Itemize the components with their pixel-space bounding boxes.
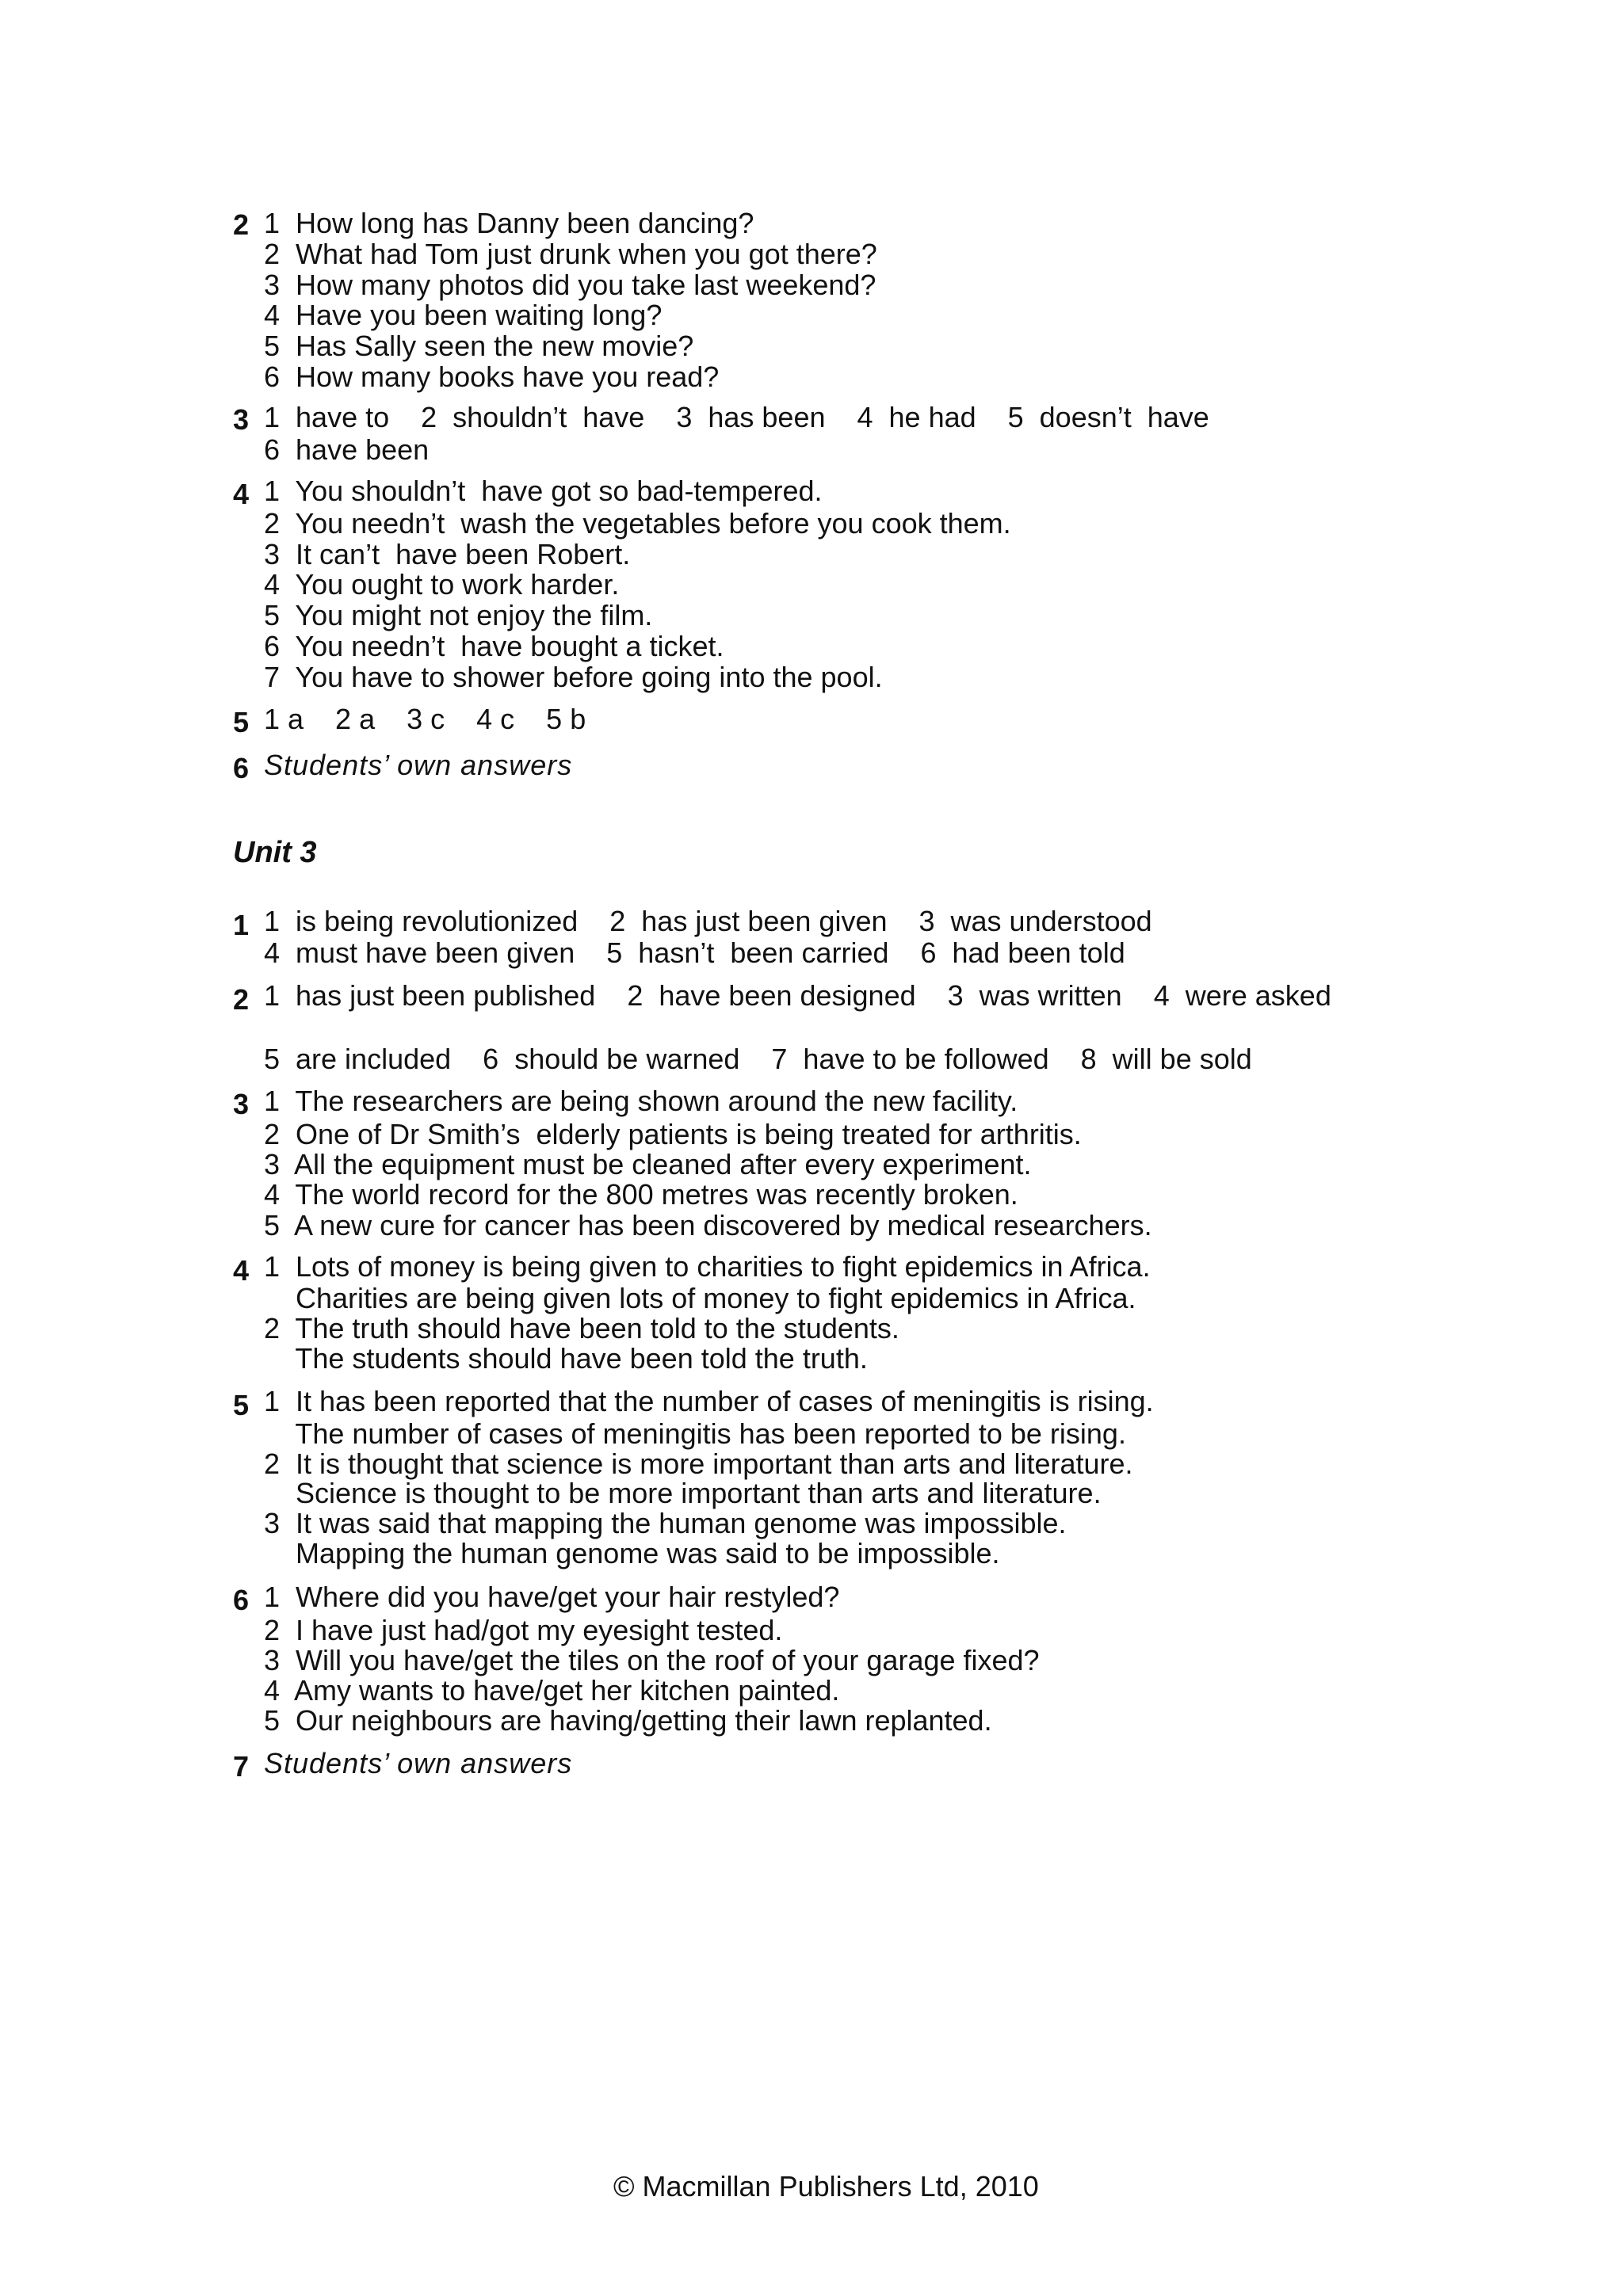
answer-line: 2 What had Tom just drunk when you got there? xyxy=(264,238,877,270)
answer-line: 3 Will you have/get the tiles on the roof of your garage fixed? xyxy=(264,1644,1040,1676)
answer-line: 5 You might not enjoy the film. xyxy=(264,599,653,631)
answer-line: 1 How long has Danny been dancing? xyxy=(264,207,754,239)
answer-line: 5 Has Sally seen the new movie? xyxy=(264,330,694,362)
exercise-number: 3 xyxy=(233,403,250,436)
exercise-number: 4 xyxy=(233,1254,250,1287)
answer-line: 3 All the equipment must be cleaned after every experiment. xyxy=(264,1148,1032,1180)
answer-line: 5 are included 6 should be warned 7 have to be followed 8 will be sold xyxy=(264,1043,1252,1075)
exercise-number: 4 xyxy=(233,478,250,510)
answer-line: 6 You needn’t have bought a ticket. xyxy=(264,630,724,662)
answer-line: 1 The researchers are being shown around the new facility. xyxy=(264,1085,1018,1117)
answer-line: 4 Amy wants to have/get her kitchen painted. xyxy=(264,1674,840,1707)
answer-line: 2 You needn’t wash the vegetables before you cook them. xyxy=(264,507,1011,540)
answer-line: The students should have been told the truth. xyxy=(264,1342,868,1375)
answer-line: Mapping the human genome was said to be impossible. xyxy=(264,1537,1000,1569)
answer-line: 1 a 2 a 3 c 4 c 5 b xyxy=(264,703,586,735)
answer-line: Science is thought to be more important than arts and literature. xyxy=(264,1477,1102,1509)
answer-line: 4 must have been given 5 hasn’t been carried 6 had been told xyxy=(264,936,1125,969)
copyright-footer: © Macmillan Publishers Ltd, 2010 xyxy=(613,2170,1039,2203)
answer-line: 4 You ought to work harder. xyxy=(264,568,620,601)
answer-line: 3 It was said that mapping the human genome was impossible. xyxy=(264,1507,1067,1539)
answer-line: 3 How many photos did you take last weekend? xyxy=(264,269,876,301)
answer-line: 1 You shouldn’t have got so bad-tempered. xyxy=(264,475,823,507)
exercise-number: 1 xyxy=(233,909,250,941)
answer-line: 1 Lots of money is being given to charities to fight epidemics in Africa. xyxy=(264,1250,1151,1283)
answer-line: 1 is being revolutionized 2 has just been given 3 was understood xyxy=(264,905,1152,937)
answer-line: 2 It is thought that science is more important than arts and literature. xyxy=(264,1447,1133,1480)
exercise-number: 5 xyxy=(233,1389,250,1421)
answer-line: 6 have been xyxy=(264,433,430,466)
exercise-number: 2 xyxy=(233,208,250,241)
answer-line: Charities are being given lots of money to fight epidemics in Africa. xyxy=(264,1282,1136,1314)
answer-line: 2 The truth should have been told to the students. xyxy=(264,1312,899,1344)
answer-line: Students’ own answers xyxy=(264,1747,573,1779)
answer-line: 2 I have just had/got my eyesight tested. xyxy=(264,1614,783,1646)
answer-line: 6 How many books have you read? xyxy=(264,360,720,393)
exercise-number: 6 xyxy=(233,752,250,784)
answer-line: Students’ own answers xyxy=(264,749,573,781)
unit-heading: Unit 3 xyxy=(233,836,317,869)
answer-line: 7 You have to shower before going into the pool. xyxy=(264,661,883,693)
answer-line: 1 has just been published 2 have been designed 3 was written 4 were asked xyxy=(264,979,1331,1012)
answer-line: 1 have to 2 shouldn’t have 3 has been 4 he had 5 doesn’t have xyxy=(264,401,1209,433)
answer-line: 4 The world record for the 800 metres was recently broken. xyxy=(264,1178,1018,1211)
answer-line: 5 Our neighbours are having/getting their lawn replanted. xyxy=(264,1704,992,1737)
exercise-number: 2 xyxy=(233,983,250,1016)
exercise-number: 6 xyxy=(233,1584,250,1616)
answer-line: 4 Have you been waiting long? xyxy=(264,299,663,331)
answer-line: The number of cases of meningitis has been reported to be rising. xyxy=(264,1417,1126,1450)
answer-line: 1 Where did you have/get your hair restyled? xyxy=(264,1581,840,1613)
exercise-number: 5 xyxy=(233,706,250,738)
exercise-number: 7 xyxy=(233,1750,250,1783)
answer-line: 1 It has been reported that the number of cases of meningitis is rising. xyxy=(264,1385,1154,1417)
answer-line: 5 A new cure for cancer has been discovered by medical researchers. xyxy=(264,1209,1152,1241)
answer-line: 3 It can’t have been Robert. xyxy=(264,538,631,570)
answer-line: 2 One of Dr Smith’s elderly patients is being treated for arthritis. xyxy=(264,1118,1082,1150)
exercise-number: 3 xyxy=(233,1088,250,1120)
